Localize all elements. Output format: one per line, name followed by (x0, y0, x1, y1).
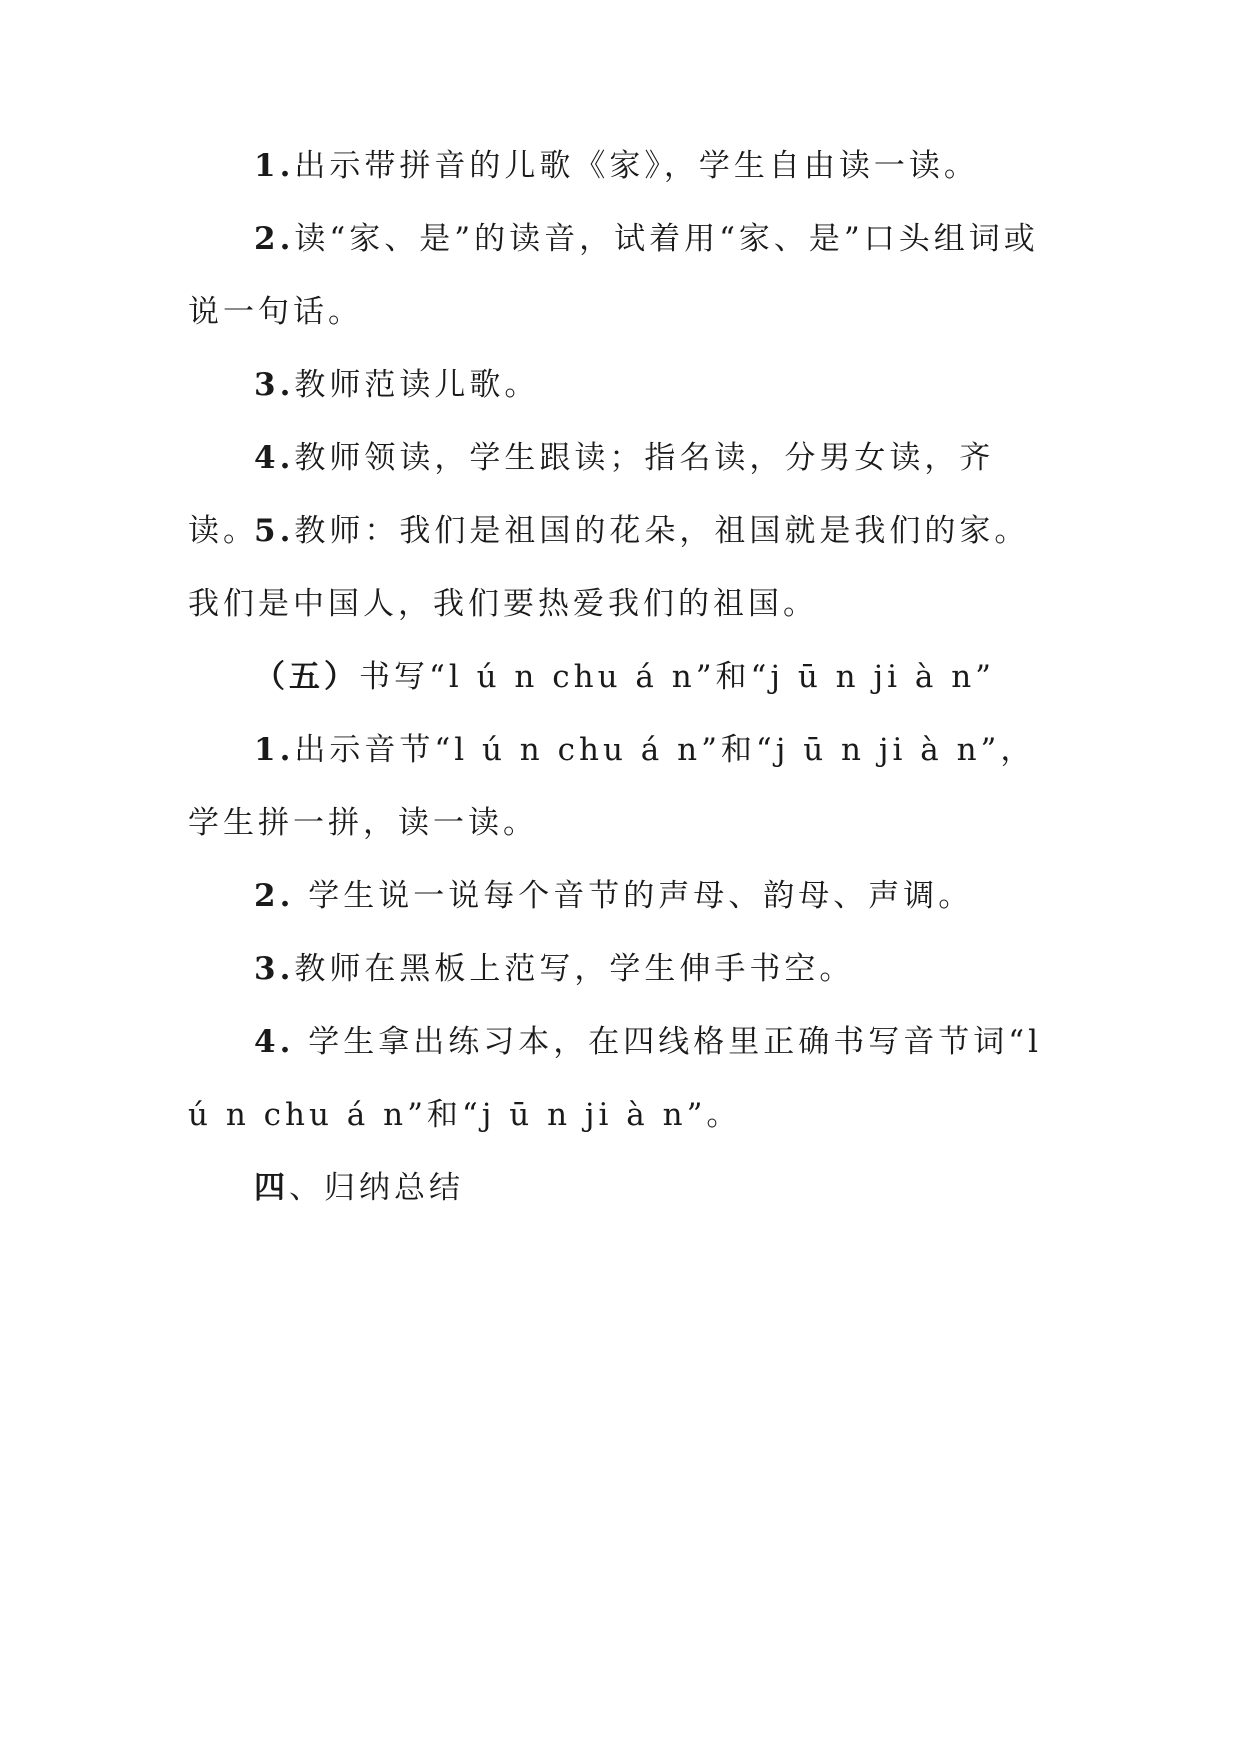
paragraph-9 (188, 1006, 1050, 1152)
paragraph-text: 学生说一说每个音节的声母、韵母、声调。 (294, 878, 974, 914)
paragraph-5 (188, 495, 1050, 641)
paragraph-number: 2. (254, 221, 295, 257)
paragraph-text: 教师：我们是祖国的花朵，祖国就是我们的家。我们是中国人，我们要热爱我们的祖国。 (188, 513, 1030, 622)
section-number: （五） (254, 659, 359, 695)
paragraph-number: 5. (254, 513, 295, 549)
paragraph-number: 1. (254, 732, 295, 768)
paragraph-number: 2. (254, 878, 295, 914)
paragraph-text: 读“家、是”的读音，试着用“家、是”口头组词或说一句话。 (188, 221, 1039, 330)
paragraph-text: 教师在黑板上范写，学生伸手书空。 (294, 951, 855, 987)
paragraph-text: 教师领读，学生跟读；指名读，分男女读，齐读。 (188, 440, 995, 549)
paragraph-number: 1. (254, 148, 295, 184)
paragraph-text: 出示带拼音的儿歌《家》，学生自由读一读。 (294, 148, 979, 184)
paragraph-number: 3. (254, 951, 295, 987)
paragraph-3 (188, 349, 1050, 422)
paragraph-number: 3. (254, 367, 295, 403)
paragraph-8 (188, 933, 1050, 1006)
section-heading-5 (188, 641, 1050, 714)
paragraph-number: 4. (254, 440, 295, 476)
section-title: 书写“l ú n chu á n”和“j ū n ji à n” (359, 659, 996, 695)
paragraph-text: 教师范读儿歌。 (294, 367, 540, 403)
section-title: 、归纳总结 (289, 1170, 464, 1206)
paragraph-text: 出示音节“l ú n chu á n”和“j ū n ji à n”，学生拼一拼，读一读。 (188, 732, 1036, 841)
paragraph-text: 学生拿出练习本，在四线格里正确书写音节词“l ú n chu á n”和“j ū n ji à n”。 (188, 1024, 1042, 1133)
section-number: 四 (254, 1170, 289, 1206)
paragraph-6 (188, 714, 1050, 860)
paragraph-2 (188, 203, 1050, 349)
paragraph-1 (188, 130, 1050, 203)
section-heading-4 (188, 1152, 1050, 1225)
paragraph-7 (188, 860, 1050, 933)
paragraph-number: 4. (254, 1024, 295, 1060)
